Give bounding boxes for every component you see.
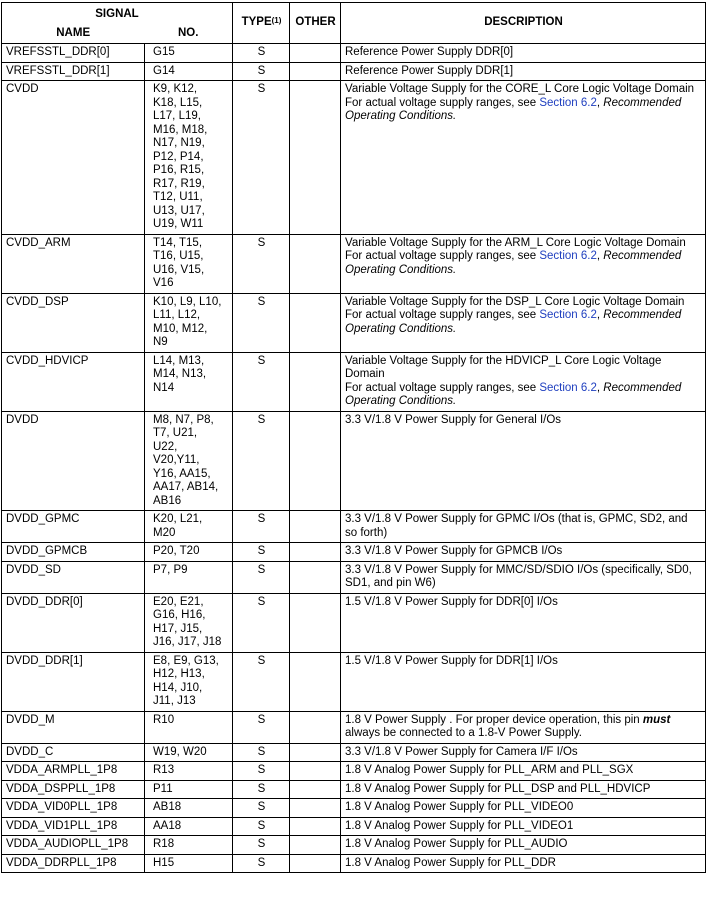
ball-numbers [145,81,233,235]
signal-description [341,81,706,235]
signal-type: S [233,836,290,855]
section-link[interactable]: Section 6.2 [539,381,597,394]
description-text: always be connected to a 1.8-V Power Supply. [345,727,582,739]
ball-number-line: T12, U11, [153,191,203,203]
signal-other [290,293,341,352]
description-line: 3.3 V/1.8 V Power Supply for MMC/SD/SDIO I/Os (specifically, SD0, SD1, and pin W6) [345,563,692,589]
ball-number-line: AB18 [153,801,182,813]
ball-number-line: U16, V15, [153,263,205,276]
ball-number-line: R10 [153,713,175,726]
description-line: Variable Voltage Supply for the HDVICP_L Core Logic Voltage Domain [345,354,662,380]
description-line: Variable Voltage Supply for the CORE_L Core Logic Voltage Domain [345,83,695,95]
description-line: Reference Power Supply DDR[0] [345,46,514,58]
description-line: Variable Voltage Supply for the DSP_L Core Logic Voltage Domain [345,295,685,308]
signal-other [290,593,341,652]
ball-numbers [145,780,233,799]
ball-number-line: P20, T20 [153,545,200,557]
description-reference [345,382,702,409]
signal-name: CVDD [2,81,145,235]
ball-number-line: K10, L9, L10, [153,295,222,308]
signal-type: S [233,799,290,818]
name-header: NAME [56,27,91,39]
ball-number-line: L11, L12, [153,309,201,321]
description-line: 1.8 V Analog Power Supply for PLL_DDR [345,856,556,869]
ball-number-line: K20, L21, [153,513,203,525]
ball-number-line: E8, E9, G13, [153,654,219,667]
type-header-label: TYPE [241,16,272,29]
signal-type: S [233,652,290,711]
no-header: NO. [177,27,199,39]
signal-other [290,234,341,293]
signal-description [341,711,706,743]
description-line: 1.8 V Analog Power Supply for PLL_AUDIO [345,838,568,850]
signal-type: S [233,762,290,781]
description-line: Variable Voltage Supply for the ARM_L Core Logic Voltage Domain [345,236,686,249]
ball-numbers [145,411,233,511]
table-row [2,411,706,511]
table-row [2,234,706,293]
signal-name: DVDD_C [2,743,145,762]
ball-number-line: H15 [153,856,175,869]
signal-other [290,817,341,836]
signal-type: S [233,81,290,235]
table-row [2,44,706,63]
signal-other [290,352,341,411]
ball-number-line: H12, H13, [153,668,205,680]
signal-description [341,593,706,652]
description-text: . [453,263,457,276]
signal-name: CVDD_ARM [2,234,145,293]
signal-description [341,411,706,511]
description-line: 3.3 V/1.8 V Power Supply for General I/Os [345,413,562,426]
description-text: , [596,309,604,321]
description-reference [345,250,702,277]
description-line: 3.3 V/1.8 V Power Supply for Camera I/F I/Os [345,745,578,758]
description-emphasis: Recommended Operating Conditions [345,250,682,276]
signal-name: DVDD_DDR[1] [2,652,145,711]
signal-other [290,652,341,711]
signal-other [290,762,341,781]
table-row [2,511,706,543]
table-row [2,593,706,652]
description-header: DESCRIPTION [341,3,706,44]
ball-numbers [145,762,233,781]
description-emphasis: Recommended Operating Conditions [345,309,682,335]
signal-other [290,543,341,562]
signal-name: VDDA_VID0PLL_1P8 [2,799,145,818]
signal-name: VREFSSTL_DDR[1] [2,62,145,81]
signal-description [341,799,706,818]
ball-numbers [145,854,233,873]
ball-number-line: U19, W11 [153,218,204,230]
ball-number-line: P11 [153,782,173,795]
ball-number-line: T16, U15, [153,250,204,262]
ball-number-line: T7, U21, [153,427,198,439]
description-text: For actual voltage supply ranges, see [345,250,540,262]
table-row [2,293,706,352]
ball-numbers [145,743,233,762]
signal-other [290,81,341,235]
ball-number-line: H17, J15, [153,622,203,635]
description-line: 1.8 V Analog Power Supply for PLL_VIDEO1 [345,819,574,832]
table-row [2,561,706,593]
signal-other [290,44,341,63]
table-row [2,780,706,799]
description-emphasis: must [642,713,671,726]
ball-number-line: R13 [153,764,175,776]
description-text: 1.8 V Power Supply . For proper device operation, this pin [345,713,643,726]
signal-type: S [233,743,290,762]
signal-name: VDDA_DSPPLL_1P8 [2,780,145,799]
description-line: 3.3 V/1.8 V Power Supply for GPMC I/Os (that is, GPMC, SD2, and so forth) [345,513,688,539]
description-reference [345,97,702,124]
signal-type: S [233,352,290,411]
description-text: . [453,322,457,335]
signal-description [341,652,706,711]
description-text: For actual voltage supply ranges, see [345,381,540,394]
signal-other [290,561,341,593]
table-row [2,762,706,781]
signal-description [341,780,706,799]
signal-type: S [233,511,290,543]
section-link[interactable]: Section 6.2 [539,250,597,262]
description-text: , [596,381,604,394]
signal-label: SIGNAL [95,7,139,20]
signal-description [341,62,706,81]
signal-type: S [233,234,290,293]
ball-number-line: K9, K12, [153,83,198,95]
signal-name: CVDD_DSP [2,293,145,352]
ball-numbers [145,652,233,711]
description-line: 1.8 V Analog Power Supply for PLL_VIDEO0 [345,801,574,813]
type-header [233,3,290,44]
description-line: 1.8 V Analog Power Supply for PLL_DSP and PLL_HDVICP [345,782,651,795]
ball-number-line: N17, N19, [153,137,205,149]
table-row [2,543,706,562]
signal-type: S [233,711,290,743]
ball-number-line: W19, W20 [153,745,207,758]
table-row [2,711,706,743]
type-footnote-ref: (1) [271,16,282,26]
table-row [2,799,706,818]
ball-number-line: L14, M13, [153,354,205,367]
ball-number-line: N9 [153,336,168,348]
signal-type: S [233,543,290,562]
ball-numbers [145,44,233,63]
description-text: , [596,96,604,109]
signal-description [341,44,706,63]
signal-other [290,411,341,511]
description-line: 1.5 V/1.8 V Power Supply for DDR[1] I/Os [345,654,558,667]
signal-name: CVDD_HDVICP [2,352,145,411]
table-row [2,836,706,855]
description-text: For actual voltage supply ranges, see [345,96,540,109]
ball-numbers [145,234,233,293]
signal-type: S [233,854,290,873]
ball-number-line: K18, L15, [153,96,203,109]
ball-number-line: G16, H16, [153,609,206,621]
ball-number-line: V16 [153,277,174,289]
ball-numbers [145,711,233,743]
signal-other [290,799,341,818]
ball-number-line: N14 [153,381,175,394]
ball-number-line: G14 [153,64,175,77]
signal-description [341,511,706,543]
description-emphasis: Recommended Operating Conditions [345,381,682,407]
description-text: . [453,110,457,122]
table-row [2,652,706,711]
description-emphasis: Recommended Operating Conditions [345,96,682,122]
ball-number-line: M8, N7, P8, [153,413,214,426]
ball-numbers [145,561,233,593]
signal-other [290,780,341,799]
signal-other [290,511,341,543]
ball-number-line: P16, R15, [153,164,205,176]
ball-numbers [145,293,233,352]
signal-name: VDDA_DDRPLL_1P8 [2,854,145,873]
signal-type: S [233,817,290,836]
ball-numbers [145,511,233,543]
description-text: For actual voltage supply ranges, see [345,309,540,321]
ball-number-line: P12, P14, [153,150,204,163]
signal-type: S [233,561,290,593]
section-link[interactable]: Section 6.2 [539,96,597,109]
ball-numbers [145,352,233,411]
ball-numbers [145,817,233,836]
table-body [2,44,706,873]
signal-type: S [233,293,290,352]
ball-numbers [145,593,233,652]
signal-description [341,543,706,562]
signal-description [341,854,706,873]
signal-type: S [233,44,290,63]
other-header: OTHER [290,3,341,44]
signal-header [2,3,233,44]
ball-number-line: M16, M18, [153,123,208,136]
signal-type: S [233,411,290,511]
table-row [2,743,706,762]
ball-number-line: R17, R19, [153,177,205,190]
ball-number-line: M20 [153,526,176,539]
description-line: 1.5 V/1.8 V Power Supply for DDR[0] I/Os [345,595,558,608]
ball-numbers [145,836,233,855]
description-reference [345,309,702,336]
ball-numbers [145,799,233,818]
table-row [2,81,706,235]
ball-number-line: R18 [153,838,175,850]
ball-number-line: U13, U17, [153,204,205,217]
ball-number-line: L17, L19, [153,110,201,122]
ball-number-line: P7, P9 [153,563,188,576]
signal-name: DVDD_SD [2,561,145,593]
signal-name: DVDD_GPMC [2,511,145,543]
signal-name: VDDA_VID1PLL_1P8 [2,817,145,836]
ball-number-line: U22, [153,440,178,453]
signal-table [1,2,706,873]
description-line: 3.3 V/1.8 V Power Supply for GPMCB I/Os [345,545,563,557]
signal-other [290,743,341,762]
ball-numbers [145,62,233,81]
header-row [2,3,706,44]
table-row [2,854,706,873]
ball-number-line: T14, T15, [153,236,203,249]
table-row [2,62,706,81]
signal-other [290,711,341,743]
ball-number-line: M10, M12, [153,322,208,335]
signal-description [341,561,706,593]
signal-description [341,234,706,293]
ball-number-line: J16, J17, J18 [153,636,222,648]
description-line: Reference Power Supply DDR[1] [345,64,514,77]
signal-description [341,293,706,352]
signal-name: DVDD [2,411,145,511]
signal-description [341,762,706,781]
signal-name: DVDD_GPMCB [2,543,145,562]
signal-name: VREFSSTL_DDR[0] [2,44,145,63]
description-text: . [453,395,457,407]
signal-type: S [233,780,290,799]
ball-number-line: M14, N13, [153,368,207,380]
signal-type: S [233,62,290,81]
signal-name: DVDD_M [2,711,145,743]
ball-numbers [145,543,233,562]
table-row [2,352,706,411]
ball-number-line: AA18 [153,819,182,832]
ball-number-line: H14, J10, [153,681,203,694]
ball-number-line: G15 [153,46,175,58]
signal-other [290,854,341,873]
signal-description [341,817,706,836]
signal-name: VDDA_AUDIOPLL_1P8 [2,836,145,855]
signal-name: VDDA_ARMPLL_1P8 [2,762,145,781]
section-link[interactable]: Section 6.2 [539,309,597,321]
ball-number-line: E20, E21, [153,595,204,608]
signal-other [290,62,341,81]
description-text: , [596,250,604,262]
signal-description [341,352,706,411]
ball-number-line: J11, J13 [153,695,196,707]
signal-description [341,743,706,762]
ball-number-line: AA17, AB14, [153,481,219,493]
signal-type: S [233,593,290,652]
ball-number-line: Y16, AA15, [153,467,211,480]
signal-description [341,836,706,855]
table-row [2,817,706,836]
signal-name: DVDD_DDR[0] [2,593,145,652]
signal-other [290,836,341,855]
description-line: 1.8 V Analog Power Supply for PLL_ARM and PLL_SGX [345,764,634,776]
ball-number-line: V20,Y11, [153,454,200,466]
ball-number-line: AB16 [153,494,182,507]
